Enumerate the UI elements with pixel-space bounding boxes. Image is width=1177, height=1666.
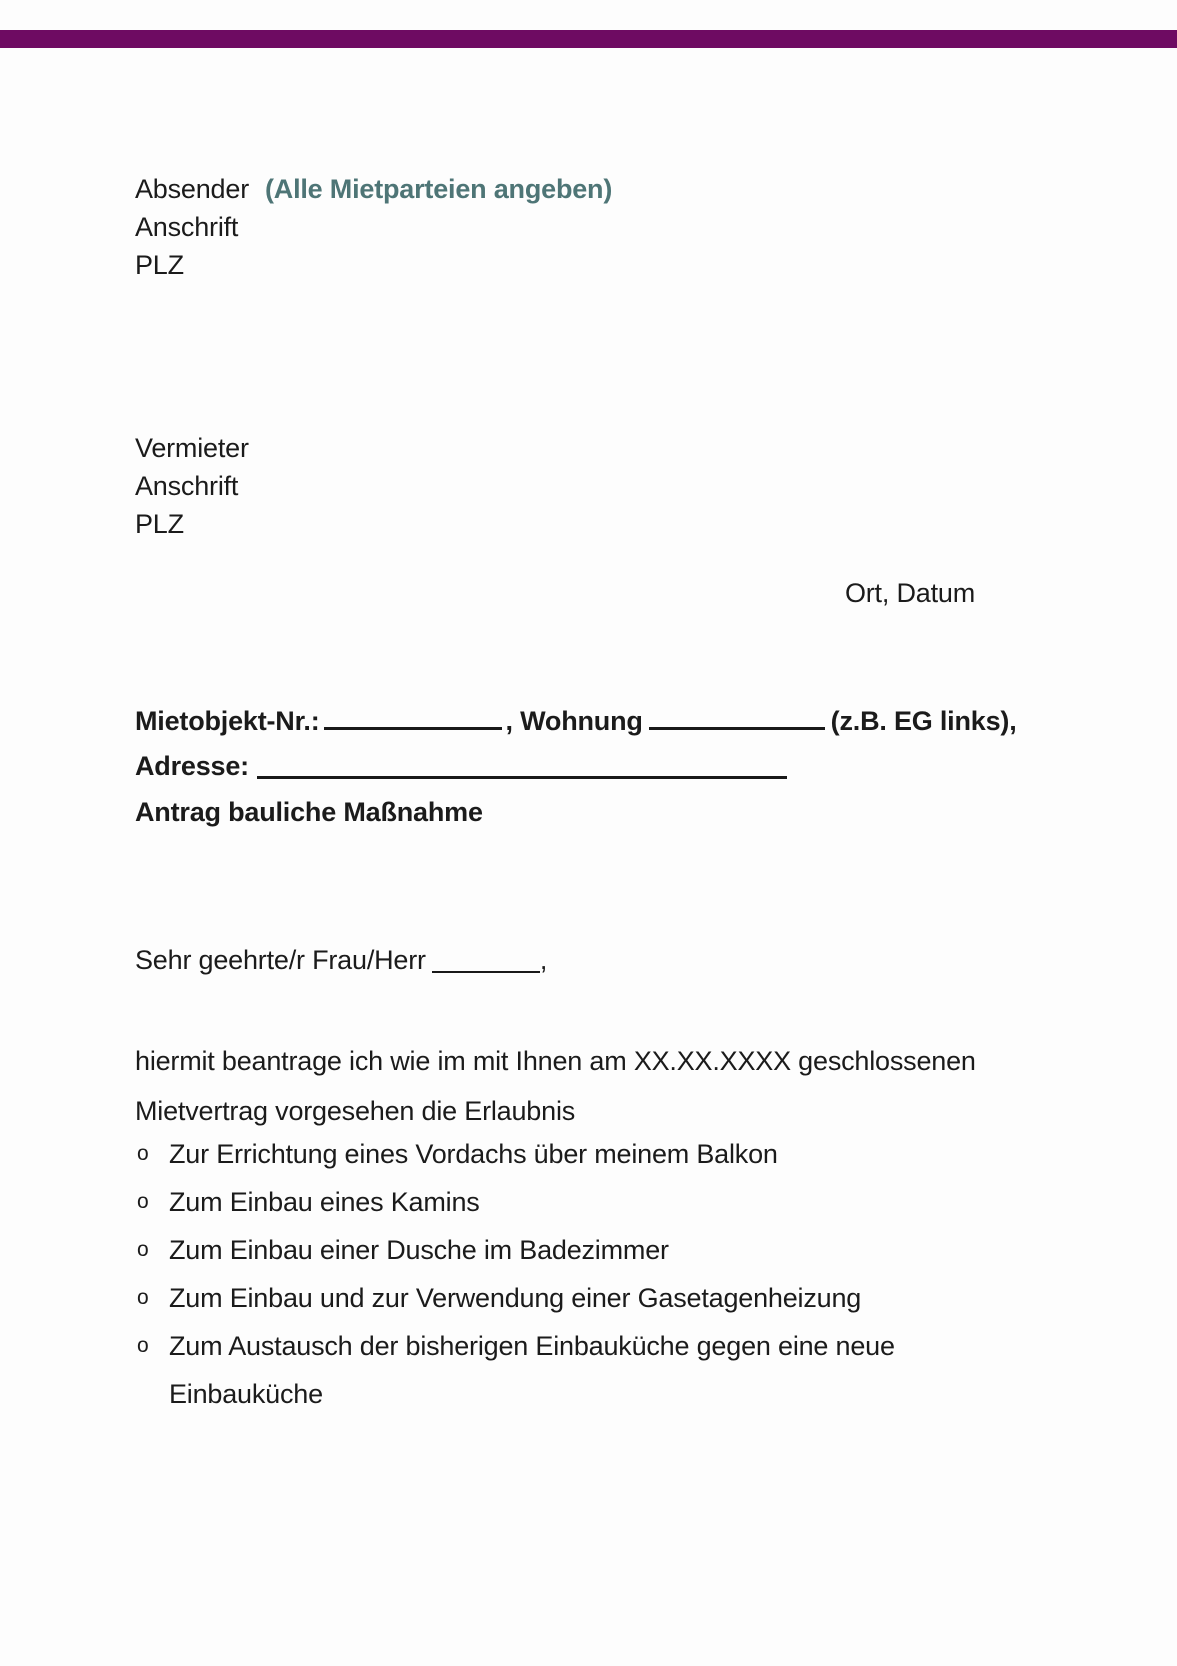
circle-bullet-icon: o <box>137 1238 149 1261</box>
option-text: Zum Einbau einer Dusche im Badezimmer <box>169 1235 669 1265</box>
letter-title: Antrag bauliche Maßnahme <box>135 797 483 827</box>
sender-street: Anschrift <box>135 212 239 242</box>
options-list <box>137 1130 925 1418</box>
landlord-block <box>135 429 249 543</box>
adresse-label: Adresse: <box>135 751 249 781</box>
option-list-item <box>137 1130 925 1178</box>
option-list-item <box>137 1178 925 1226</box>
wohnung-label: , Wohnung <box>505 706 643 736</box>
sender-label: Absender <box>135 174 249 204</box>
option-list-item <box>137 1322 925 1418</box>
subject-line <box>135 700 1017 737</box>
top-accent-bar <box>0 30 1177 48</box>
salutation-line <box>135 944 547 976</box>
circle-bullet-icon: o <box>137 1142 149 1165</box>
sender-note: (Alle Mietparteien angeben) <box>264 174 613 204</box>
circle-bullet-icon: o <box>137 1190 149 1213</box>
option-text: Zum Austausch der bisherigen Einbauküche gegen eine neue Einbauküche <box>169 1331 895 1409</box>
option-text: Zum Einbau eines Kamins <box>169 1187 480 1217</box>
sender-zip: PLZ <box>135 250 184 280</box>
sender-line <box>135 170 612 208</box>
landlord-label: Vermieter <box>135 433 249 463</box>
mietobjekt-blank <box>324 700 502 730</box>
option-text: Zur Errichtung eines Vordachs über meinem Balkon <box>169 1139 778 1169</box>
option-text: Zum Einbau und zur Verwendung einer Gasetagenheizung <box>169 1283 862 1313</box>
body-paragraph <box>135 1036 976 1136</box>
body-line-2: Mietvertrag vorgesehen die Erlaubnis <box>135 1096 576 1126</box>
mietobjekt-label: Mietobjekt-Nr.: <box>135 706 320 736</box>
circle-bullet-icon: o <box>137 1286 149 1309</box>
landlord-zip: PLZ <box>135 509 184 539</box>
salutation-text: Sehr geehrte/r Frau/Herr <box>135 945 426 975</box>
address-line <box>135 749 787 782</box>
salutation-comma: , <box>539 945 548 975</box>
name-blank <box>432 944 540 973</box>
adresse-blank <box>257 749 787 779</box>
body-line-1: hiermit beantrage ich wie im mit Ihnen am XX.XX.XXXX geschlossenen <box>135 1046 976 1076</box>
option-list-item <box>137 1274 925 1322</box>
circle-bullet-icon: o <box>137 1334 149 1357</box>
sender-block <box>135 170 612 284</box>
option-list-item <box>137 1226 925 1274</box>
wohnung-blank <box>649 700 825 730</box>
place-date-line: Ort, Datum <box>844 578 975 608</box>
landlord-street: Anschrift <box>135 471 239 501</box>
subject-hint: (z.B. EG links), <box>830 706 1017 736</box>
